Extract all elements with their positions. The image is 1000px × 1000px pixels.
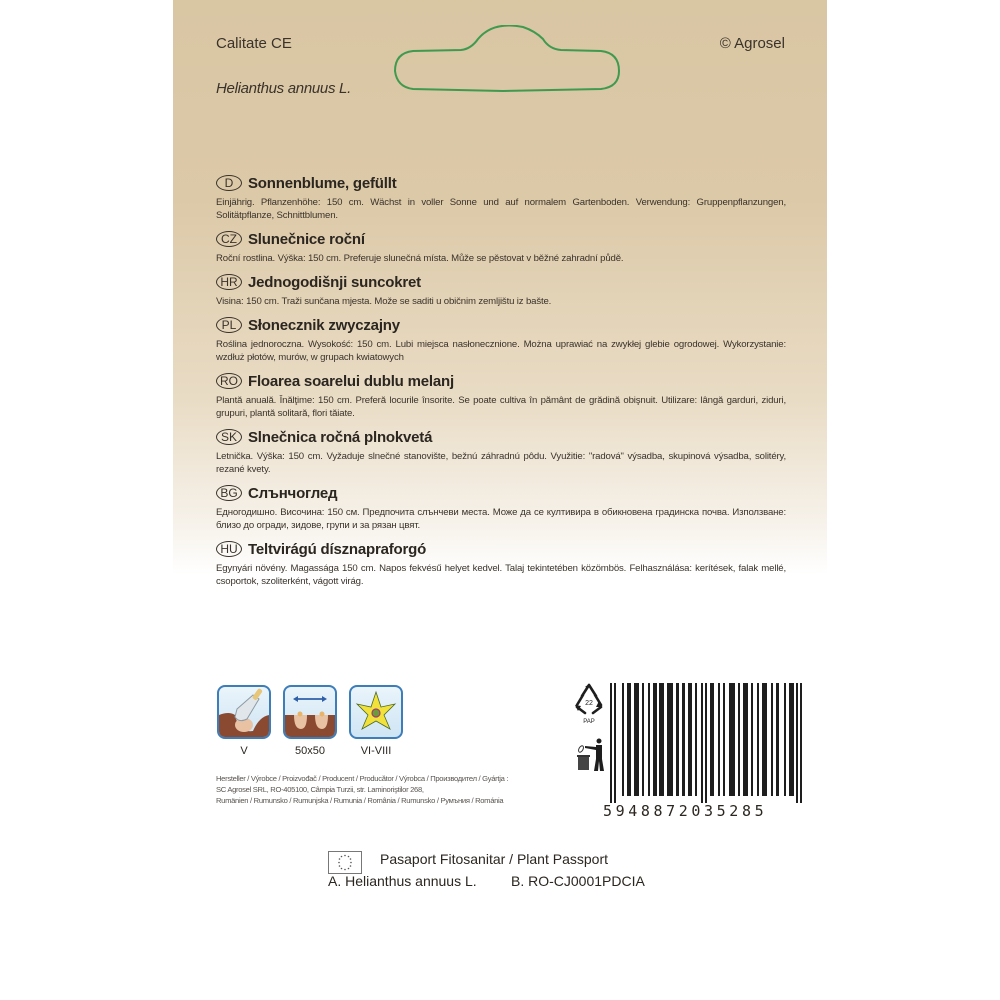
section-title: Слънчоглед (248, 484, 338, 502)
sowing-month-label: V (240, 745, 248, 757)
language-code-badge: PL (216, 317, 242, 333)
trowel-sowing-icon (217, 685, 271, 739)
section-hr (216, 271, 786, 308)
plant-spacing-icon (283, 685, 337, 739)
language-code-badge: RO (216, 373, 242, 389)
flowering-time-info (348, 685, 404, 757)
section-title: Slunečnice roční (248, 230, 365, 248)
section-title: Sonnenblume, gefüllt (248, 174, 397, 192)
section-title: Teltvirágú dísznapraforgó (248, 540, 427, 558)
flower-bloom-icon (349, 685, 403, 739)
language-code-badge: CZ (216, 231, 242, 247)
section-hu (216, 538, 786, 588)
recycling-code: PAP (583, 719, 595, 725)
manufacturer-heading: Hersteller / Výrobce / Proizvođač / Producent / Producător / Výrobca / Производител / Gyártja : (216, 774, 509, 783)
language-code-badge: SK (216, 429, 242, 445)
section-pl (216, 314, 786, 364)
plant-passport-code: B. RO-CJ0001PDCIA (511, 873, 645, 889)
eu-flag-icon (328, 851, 362, 874)
section-description: Egynyári növény. Magassága 150 cm. Napos fekvésű helyet kedvel. Talaj tekintetében közömbös. Felhasználása: kerítések, falak mellé, csoportok, szoliterként, vágott virág. (216, 563, 786, 587)
tidyman-dispose-icon (575, 737, 605, 773)
language-sections (216, 172, 786, 594)
recycling-pap-icon (573, 683, 605, 727)
section-description: Letnička. Výška: 150 cm. Vyžaduje slnečné stanovište, bežnú záhradnú pôdu. Využitie: "radová" výsadba, skupinová výsadba, solitéry, rezané kvety. (216, 451, 786, 475)
section-description: Plantă anuală. Înălţime: 150 cm. Preferă locurile însorite. Se poate cultiva în pământ de grădină obişnuit. Utilizare: lângă garduri, ziduri, grupuri, plantă solitară, flori tăiate. (216, 395, 786, 419)
copyright-label: © Agrosel (719, 35, 785, 52)
section-description: Едногодишно. Височина: 150 см. Предпочита слънчеви места. Може да се култивира в обикновена градинска почва. Използване: близо до огради, зидове, групи и за рязан цвят. (216, 507, 786, 531)
section-description: Roślina jednoroczna. Wysokość: 150 cm. Lubi miejsca nasłonecznione. Można uprawiać na zwykłej glebie ogrodowej. Wykorzystanie: wzdłuż płotów, murów, w grupach kwiatowych (216, 339, 786, 363)
cultivation-icons (216, 685, 404, 757)
section-ro (216, 370, 786, 420)
section-description: Einjährig. Pflanzenhöhe: 150 cm. Wächst in voller Sonne und auf normalem Gartenboden. Verwendung: Gruppenpflanzungen, Solitätpflanze, Schnittblumen. (216, 197, 786, 221)
manufacturer-info (216, 773, 546, 806)
language-code-badge: HR (216, 274, 242, 290)
section-de (216, 172, 786, 222)
language-code-badge: HU (216, 541, 242, 557)
sowing-time-info (216, 685, 272, 757)
section-description: Roční rostlina. Výška: 150 cm. Preferuje slunečná místa. Může se pěstovat v běžné zahradní půdě. (216, 253, 624, 264)
section-cz (216, 228, 786, 265)
section-title: Floarea soarelui dublu melanj (248, 372, 454, 390)
barcode-number: 5948872035285 (603, 802, 768, 820)
section-title: Słonecznik zwyczajny (248, 316, 400, 334)
manufacturer-country: Rumänien / Rumunsko / Rumunjska / Rumunia / România / Rumunsko / Румъния / Románia (216, 796, 504, 805)
quality-label: Calitate CE (216, 35, 292, 52)
latin-name: Helianthus annuus L. (216, 80, 351, 97)
language-code-badge: BG (216, 485, 242, 501)
section-title: Slnečnica ročná plnokvetá (248, 428, 433, 446)
recycling-number: 22 (585, 700, 593, 707)
spacing-info (282, 685, 338, 757)
seed-packet-back (173, 0, 827, 1000)
ean13-barcode (610, 683, 830, 803)
manufacturer-address: SC Agrosel SRL, RO-405100, Câmpia Turzii, str. Laminoriştilor 268, (216, 785, 424, 794)
plant-passport-species: A. Helianthus annuus L. (328, 873, 477, 889)
language-code-badge: D (216, 175, 242, 191)
section-title: Jednogodišnji suncokret (248, 273, 421, 291)
plant-passport-title: Pasaport Fitosanitar / Plant Passport (380, 851, 608, 867)
section-bg (216, 482, 786, 532)
section-sk (216, 426, 786, 476)
spacing-label: 50x50 (295, 745, 325, 757)
hanger-hole-outline (383, 25, 623, 100)
flowering-months-label: VI-VIII (360, 745, 392, 757)
section-description: Visina: 150 cm. Traži sunčana mjesta. Može se saditi u običnim zemljištu iz bašte. (216, 296, 552, 307)
